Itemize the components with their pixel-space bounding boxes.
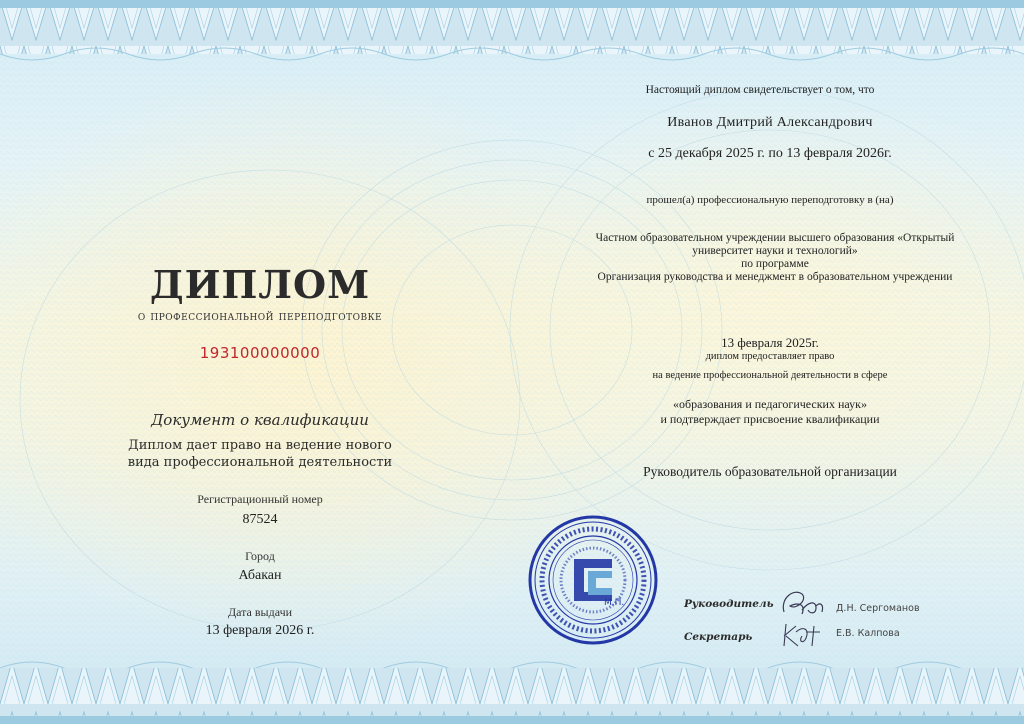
qualification-date: 13 февраля 2025г. [721,335,819,350]
certifies-text: Настоящий диплом свидетельствует о том, что [645,84,875,96]
registration-label: Регистрационный номер [197,492,323,506]
stamp-mp: М.П. [604,598,625,608]
program-prefix: по программе [741,258,809,270]
diploma-subtitle: о профессиональной переподготовке [137,309,383,324]
city-value: Абакан [238,568,282,583]
study-period: с 25 декабря 2025 г. по 13 февраля 2026г. [648,146,892,161]
passed-text: прошел(а) профессиональную переподготовку в (на) [646,194,894,206]
institution-block [555,232,995,284]
program-name: Организация руководства и менеджмент в образовательном учреждении [597,271,953,283]
institution-line-1: Частном образовательном учреждении высшего образования «Открытый [595,232,955,244]
head-title: Руководитель образовательной организации [643,464,897,479]
registration-value: 87524 [242,512,278,527]
role-head: Руководитель [684,598,774,610]
graduate-name: Иванов Дмитрий Александрович [667,115,873,130]
issue-date-label: Дата выдачи [227,605,293,619]
secretary-signer-name: Е.В. Калпова [836,628,900,639]
field-line-2: и подтверждает присвоение квалификации [660,412,880,426]
secretary-signature [776,618,832,650]
field-line-1: «образования и педагогических наук» [673,397,867,411]
institution-line-2: университет науки и технологий» [692,245,858,257]
role-secretary: Секретарь [684,631,753,643]
grants-text: диплом предоставляет право [705,351,835,362]
official-stamp [526,513,660,647]
rights-text [110,437,410,471]
top-ornament-band [0,0,1024,66]
bottom-ornament-band [0,654,1024,724]
city-label: Город [245,549,275,563]
rights-line-1: Диплом дает право на ведение нового [128,438,392,453]
head-signer-name: Д.Н. Сергоманов [836,603,920,614]
sphere-text: на ведение профессиональной деятельности в сфере [652,370,888,381]
diploma-number: 193100000000 [199,344,321,362]
field-block [560,397,980,427]
issue-date-value: 13 февраля 2026 г. [205,623,315,638]
document-kind: Документ о квалификации [151,411,369,429]
rights-line-2: вида профессиональной деятельности [127,455,393,470]
head-signature [772,584,832,620]
diploma-title: ДИПЛОМ [149,262,371,307]
